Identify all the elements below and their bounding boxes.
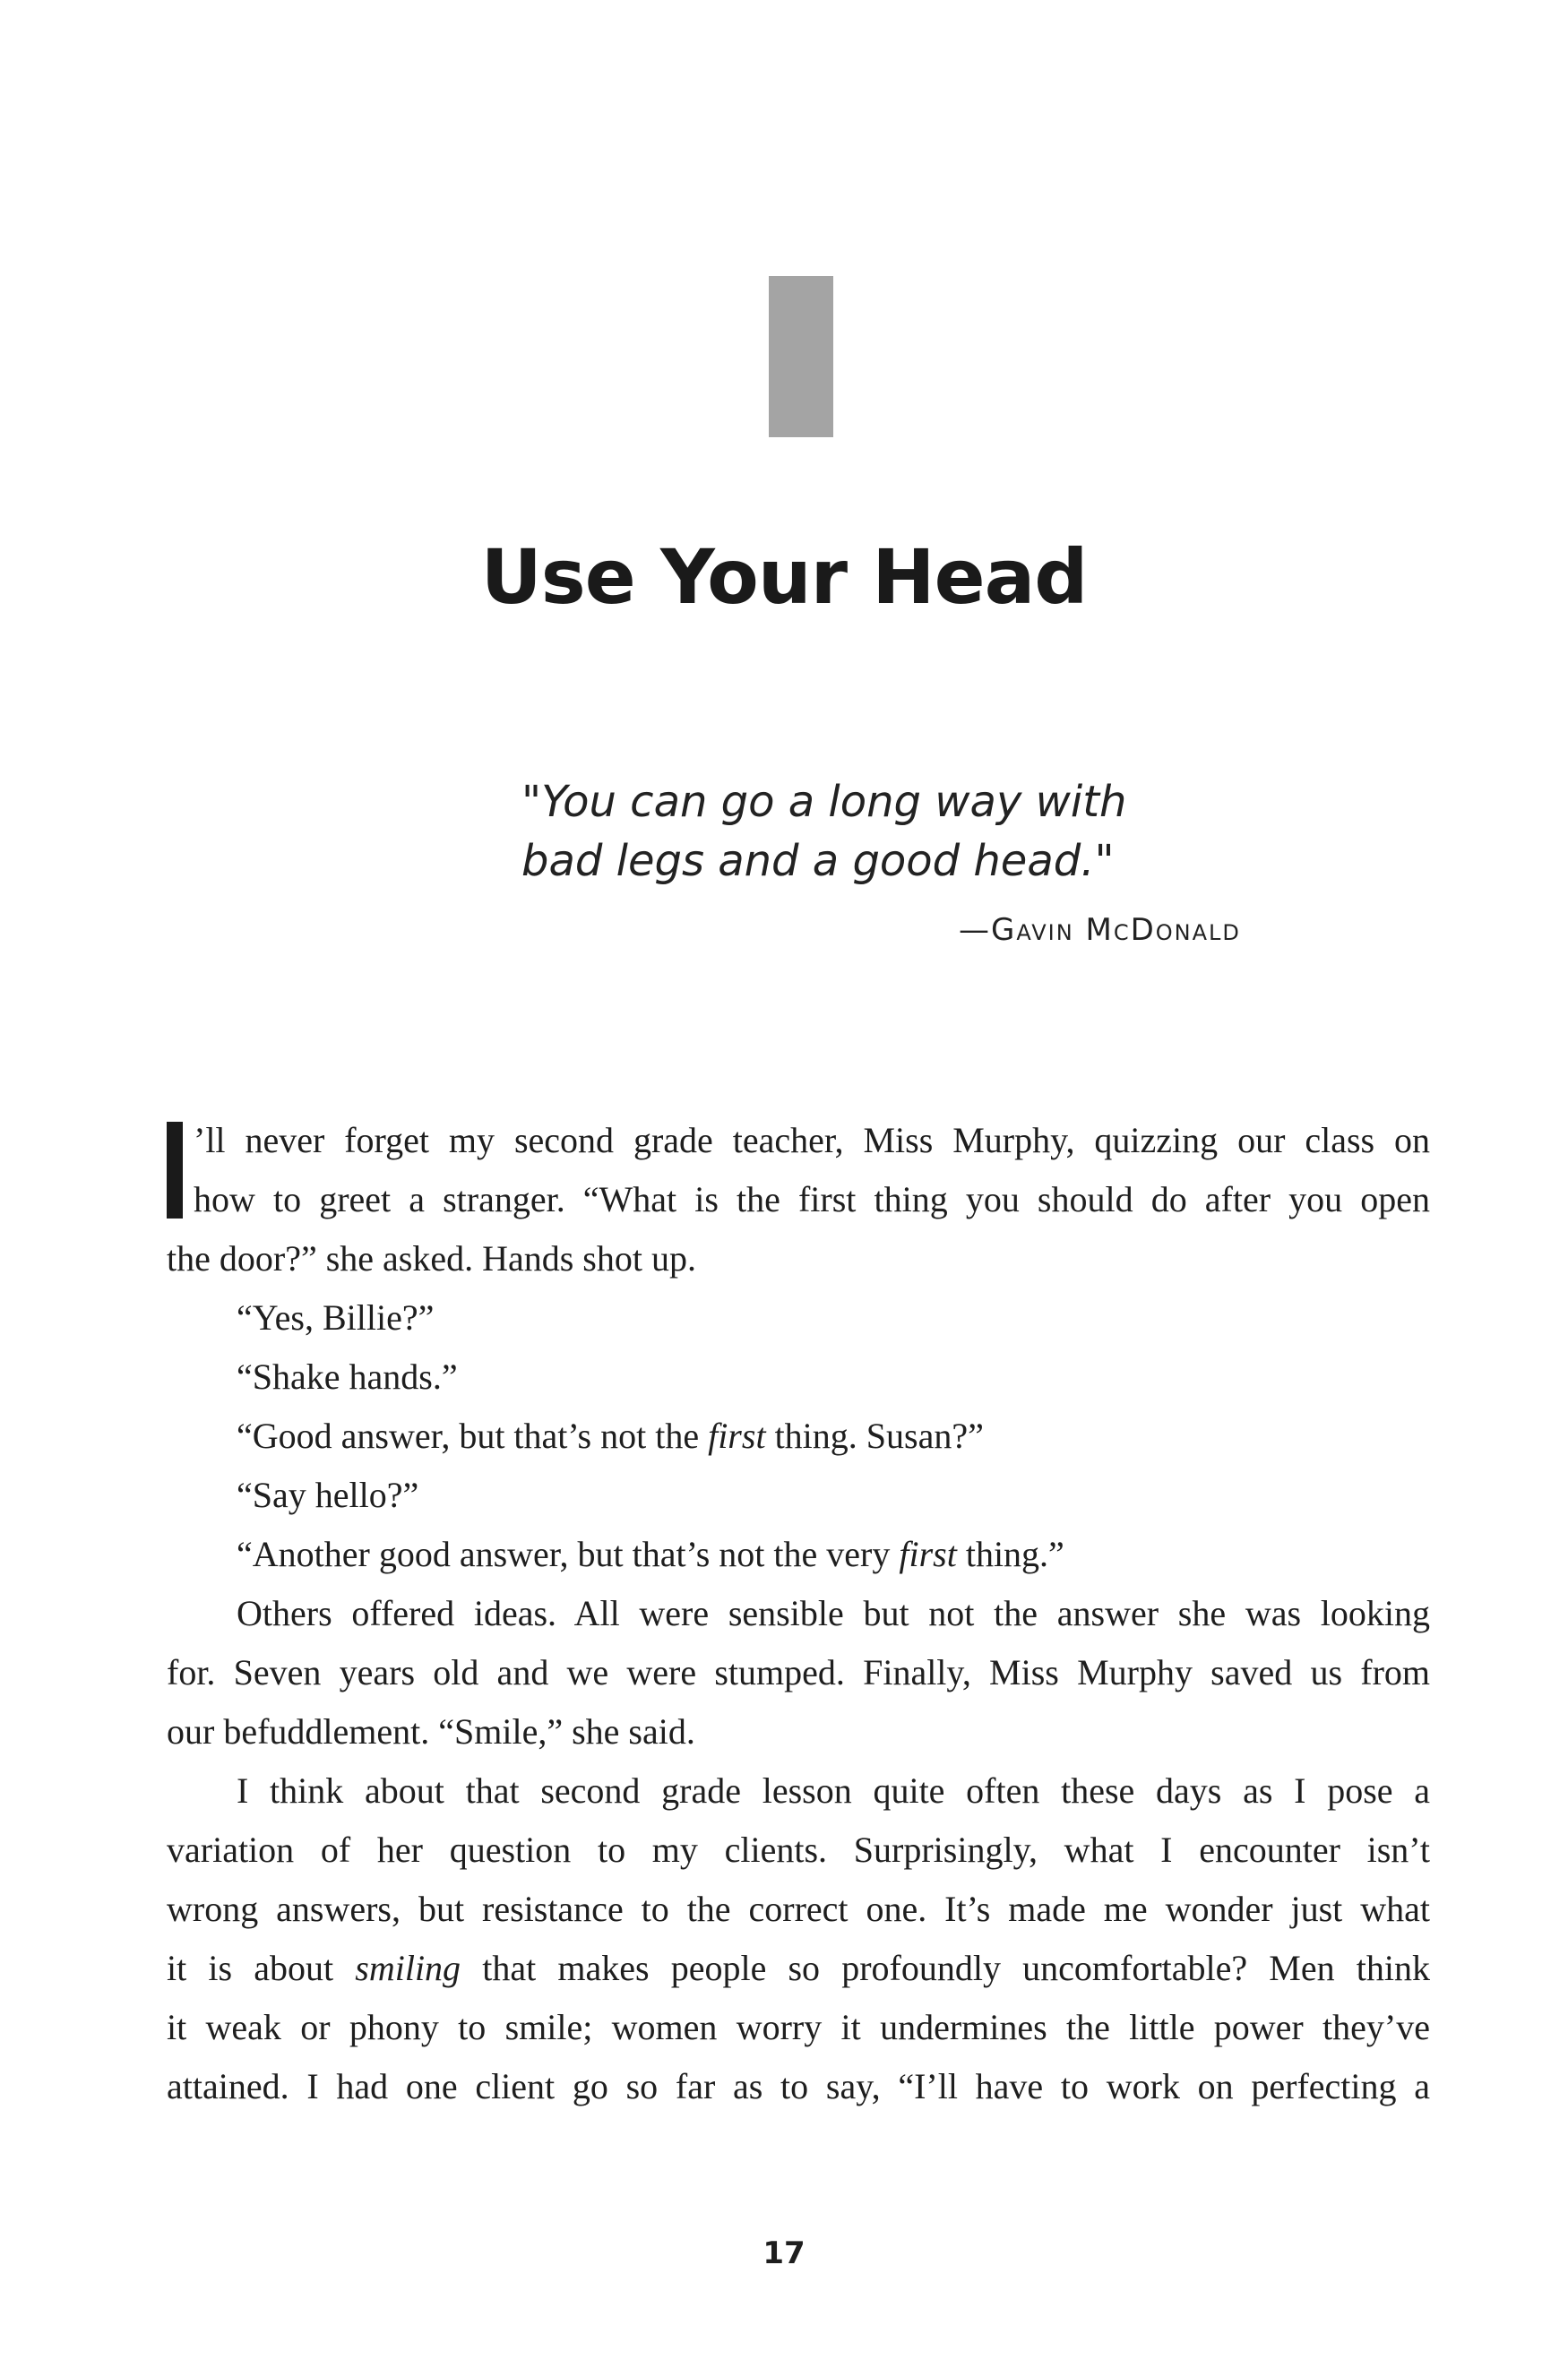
body-line: variation of her question to my clients. Surprisingly, what I encounter isn’t xyxy=(167,1830,1430,1870)
body-line: ’ll never forget my second grade teacher, Miss Murphy, quizzing our class on xyxy=(194,1120,1430,1160)
body-line: “Good answer, but that’s not the first thing. Susan?” xyxy=(237,1416,984,1456)
body-line: it weak or phony to smile; women worry it undermines the little power they’ve xyxy=(167,2007,1430,2047)
body-line: attained. I had one client go so far as to say, “I’ll have to work on perfecting a xyxy=(167,2066,1430,2106)
emphasis: smiling xyxy=(355,1948,461,1988)
epigraph-line: bad legs and a good head." xyxy=(521,836,1115,886)
page-number: 17 xyxy=(762,2235,806,2271)
body-line: wrong answers, but resistance to the correct one. It’s made me wonder just what xyxy=(167,1889,1430,1929)
body-line: for. Seven years old and we were stumped. Finally, Miss Murphy saved us from xyxy=(167,1652,1430,1692)
body-line: “Shake hands.” xyxy=(237,1356,458,1397)
body-line: “Say hello?” xyxy=(237,1475,419,1515)
body-line: how to greet a stranger. “What is the first thing you should do after you open xyxy=(194,1179,1430,1219)
epigraph-attribution: —Gavin McDonald xyxy=(959,912,1241,948)
chapter-number xyxy=(769,276,833,437)
epigraph xyxy=(521,772,1346,891)
body-line: it is about smiling that makes people so profoundly uncomfortable? Men think xyxy=(167,1948,1430,1988)
emphasis: first xyxy=(899,1534,957,1574)
emphasis: first xyxy=(708,1416,766,1456)
body-line: “Yes, Billie?” xyxy=(237,1297,435,1338)
body-line: Others offered ideas. All were sensible but not the answer she was looking xyxy=(237,1593,1430,1633)
body-line: our befuddlement. “Smile,” she said. xyxy=(167,1711,695,1752)
epigraph-line: "You can go a long way with xyxy=(521,777,1127,827)
chapter-title: Use Your Head xyxy=(480,533,1088,621)
body-line: the door?” she asked. Hands shot up. xyxy=(167,1238,696,1279)
body-text xyxy=(167,1111,1430,2116)
body-line: I think about that second grade lesson quite often these days as I pose a xyxy=(237,1770,1430,1811)
body-line: “Another good answer, but that’s not the very first thing.” xyxy=(237,1534,1064,1574)
